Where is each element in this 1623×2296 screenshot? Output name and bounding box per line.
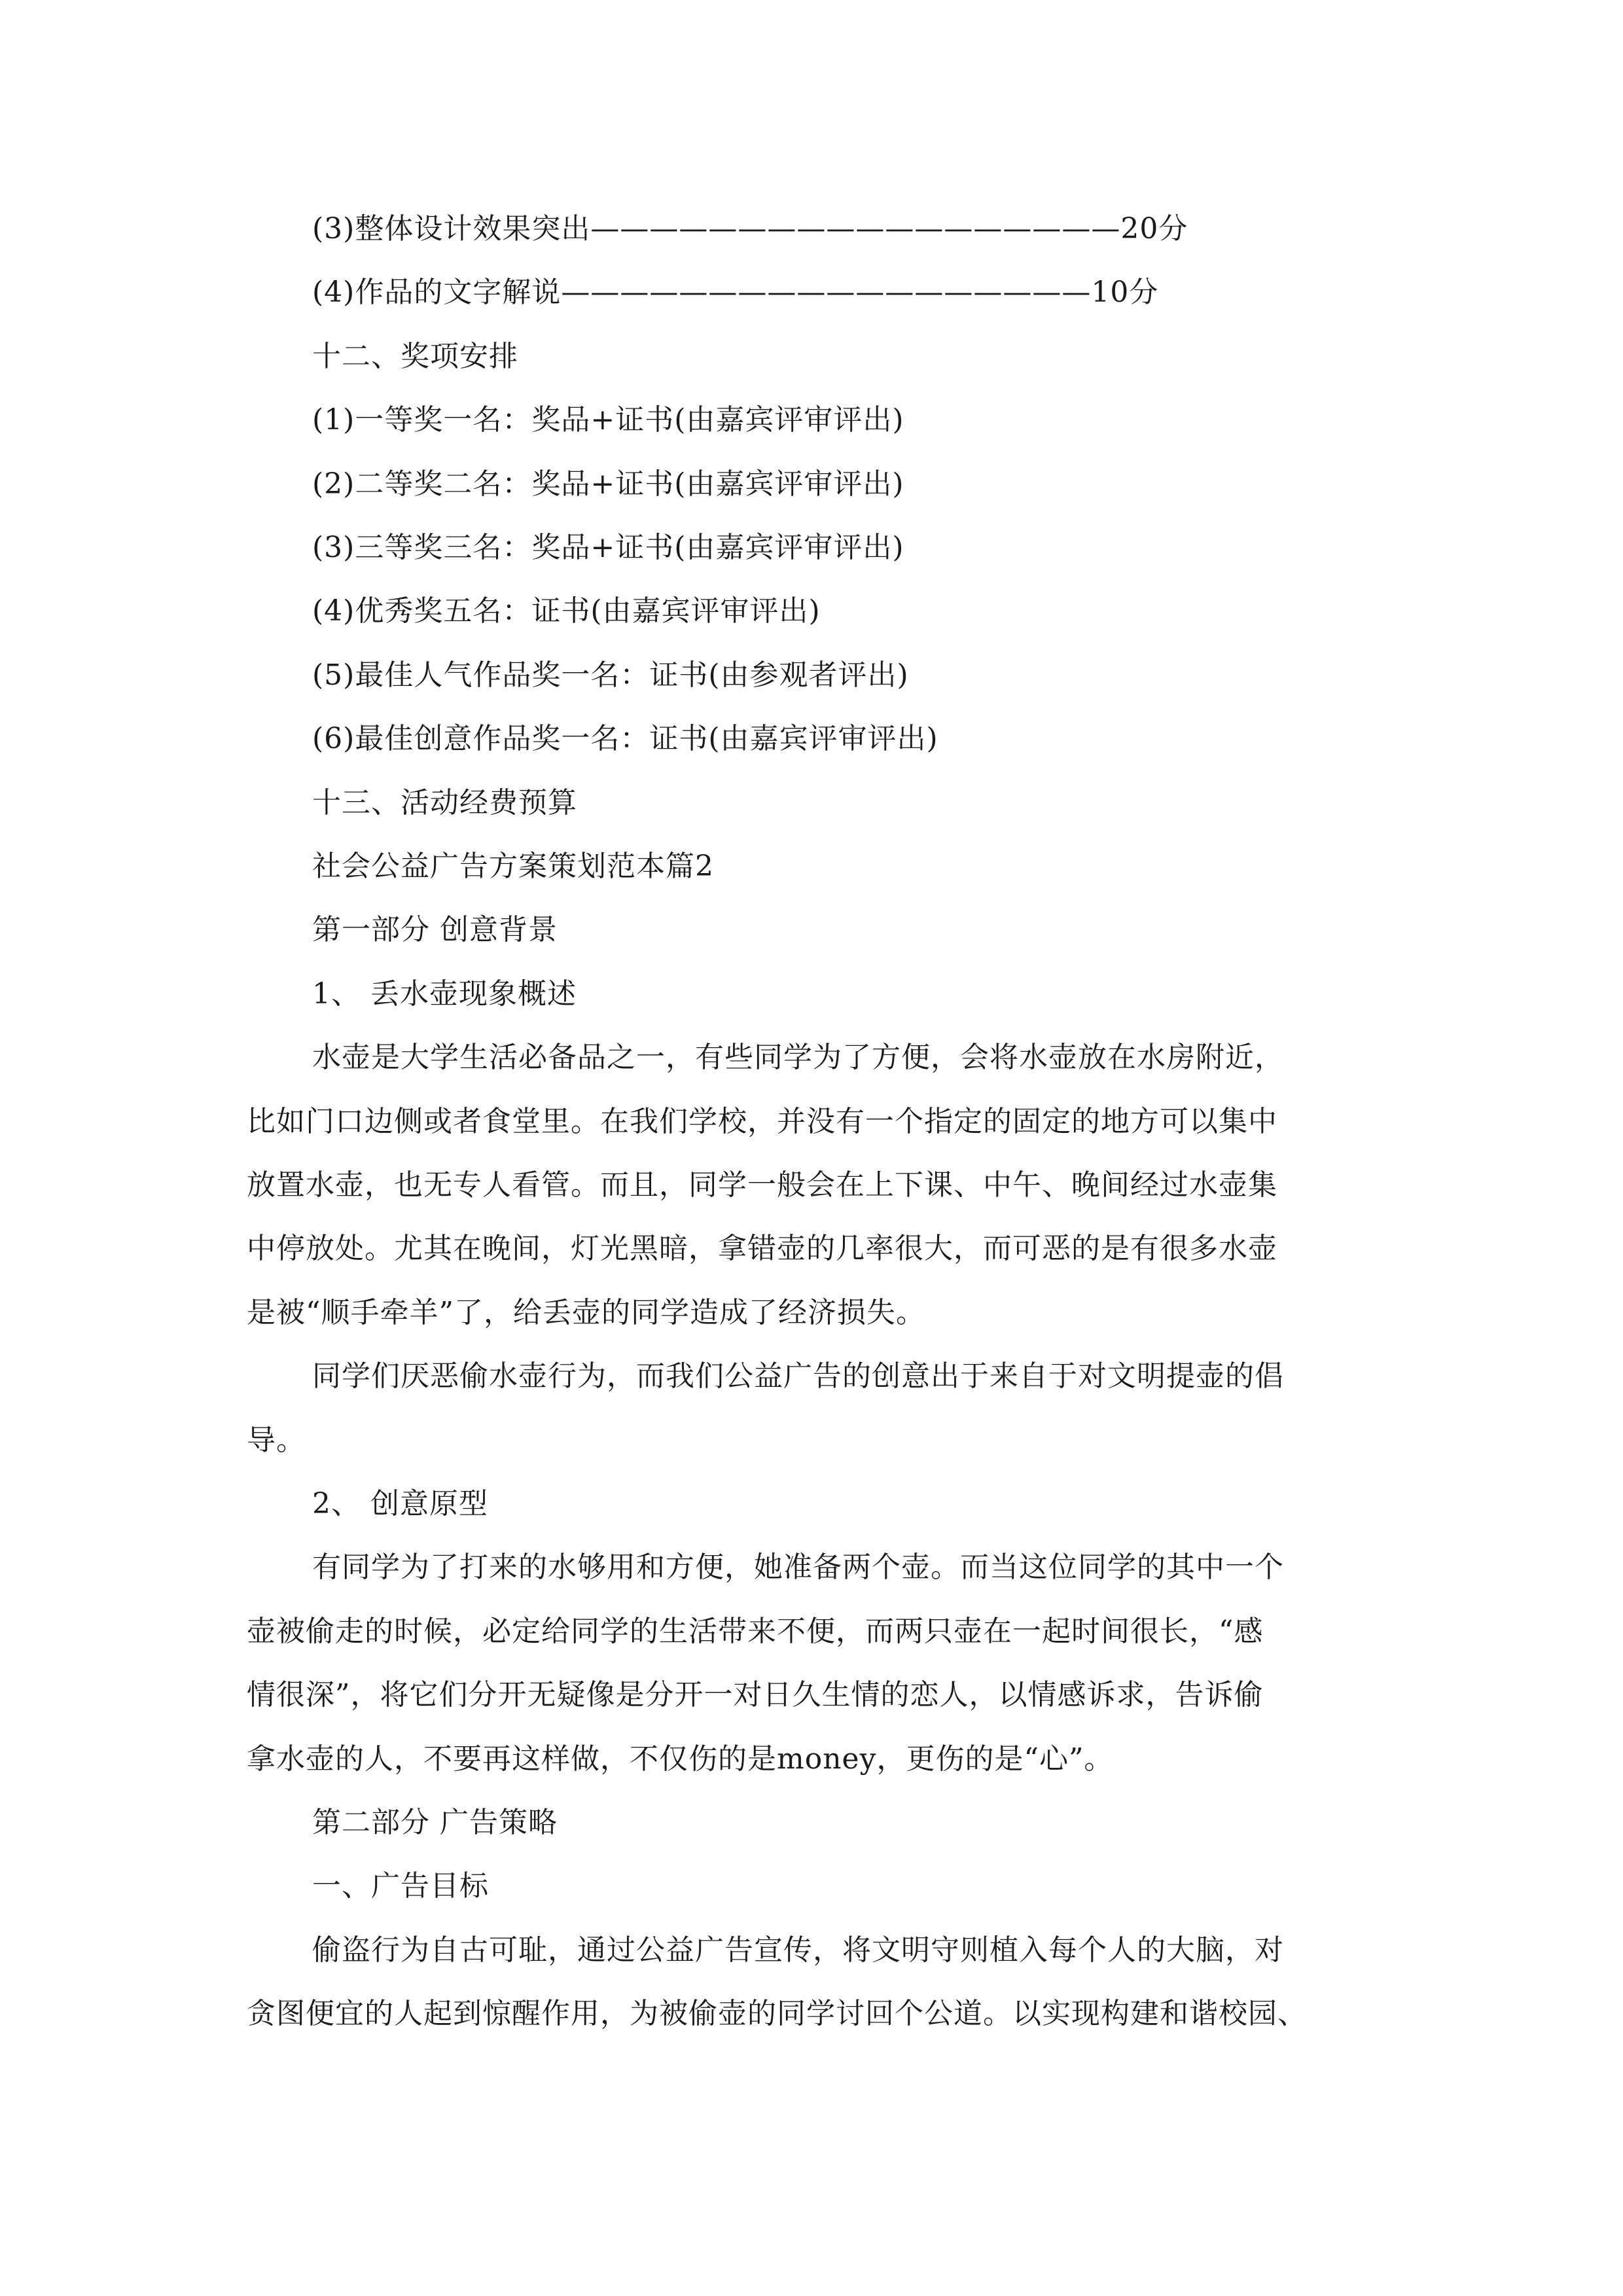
subheading-1: 1、 丢水壶现象概述	[312, 977, 577, 1011]
paragraph-line: 放置水壶，也无专人看管。而且，同学一般会在上下课、中午、晚间经过水壶集	[247, 1168, 1277, 1202]
paragraph-line: 壶被偷走的时候，必定给同学的生活带来不便，而两只壶在一起时间很长，“感	[247, 1615, 1264, 1648]
scoring-item-4: (4)作品的文字解说——————————————————10分	[312, 276, 1159, 309]
award-item-6: (6)最佳创意作品奖一名：证书(由嘉宾评审评出)	[312, 722, 938, 755]
paragraph-line: 偷盗行为自古可耻，通过公益广告宣传，将文明守则植入每个人的大脑，对	[312, 1933, 1284, 1967]
award-item-2: (2)二等奖二名：奖品+证书(由嘉宾评审评出)	[312, 467, 904, 501]
part-heading-1: 第一部分 创意背景	[312, 913, 558, 946]
paragraph-line: 拿水壶的人，不要再这样做，不仅伤的是money，更伤的是“心”。	[247, 1742, 1114, 1776]
subheading-ad-goal: 一、广告目标	[312, 1869, 489, 1903]
award-item-1: (1)一等奖一名：奖品+证书(由嘉宾评审评出)	[312, 403, 904, 437]
paragraph-line: 导。	[247, 1424, 306, 1457]
section-heading-awards: 十二、奖项安排	[312, 340, 518, 373]
paragraph-line: 比如门口边侧或者食堂里。在我们学校，并没有一个指定的固定的地方可以集中	[247, 1105, 1277, 1138]
award-item-3: (3)三等奖三名：奖品+证书(由嘉宾评审评出)	[312, 531, 904, 564]
paragraph-line: 中停放处。尤其在晚间，灯光黑暗，拿错壶的几率很大，而可恶的是有很多水壶	[247, 1232, 1277, 1265]
paragraph-line: 贪图便宜的人起到惊醒作用，为被偷壶的同学讨回个公道。以实现构建和谐校园、	[247, 1997, 1307, 2030]
paragraph-line: 水壶是大学生活必备品之一，有些同学为了方便，会将水壶放在水房附近，	[312, 1041, 1284, 1074]
section-heading-budget: 十三、活动经费预算	[312, 786, 577, 819]
paragraph-line: 有同学为了打来的水够用和方便，她准备两个壶。而当这位同学的其中一个	[312, 1551, 1284, 1584]
part-heading-2: 第二部分 广告策略	[312, 1806, 558, 1839]
award-item-4: (4)优秀奖五名：证书(由嘉宾评审评出)	[312, 594, 821, 628]
paragraph-line: 是被“顺手牵羊”了，给丢壶的同学造成了经济损失。	[247, 1296, 925, 1329]
award-item-5: (5)最佳人气作品奖一名：证书(由参观者评出)	[312, 658, 909, 692]
scoring-item-3: (3)整体设计效果突出——————————————————20分	[312, 212, 1188, 245]
subheading-2: 2、 创意原型	[312, 1487, 488, 1520]
paragraph-line: 情很深”，将它们分开无疑像是分开一对日久生情的恋人，以情感诉求，告诉偷	[247, 1678, 1264, 1712]
document-title: 社会公益广告方案策划范本篇2	[312, 850, 714, 883]
paragraph-line: 同学们厌恶偷水壶行为，而我们公益广告的创意出于来自于对文明提壶的倡	[312, 1359, 1284, 1393]
